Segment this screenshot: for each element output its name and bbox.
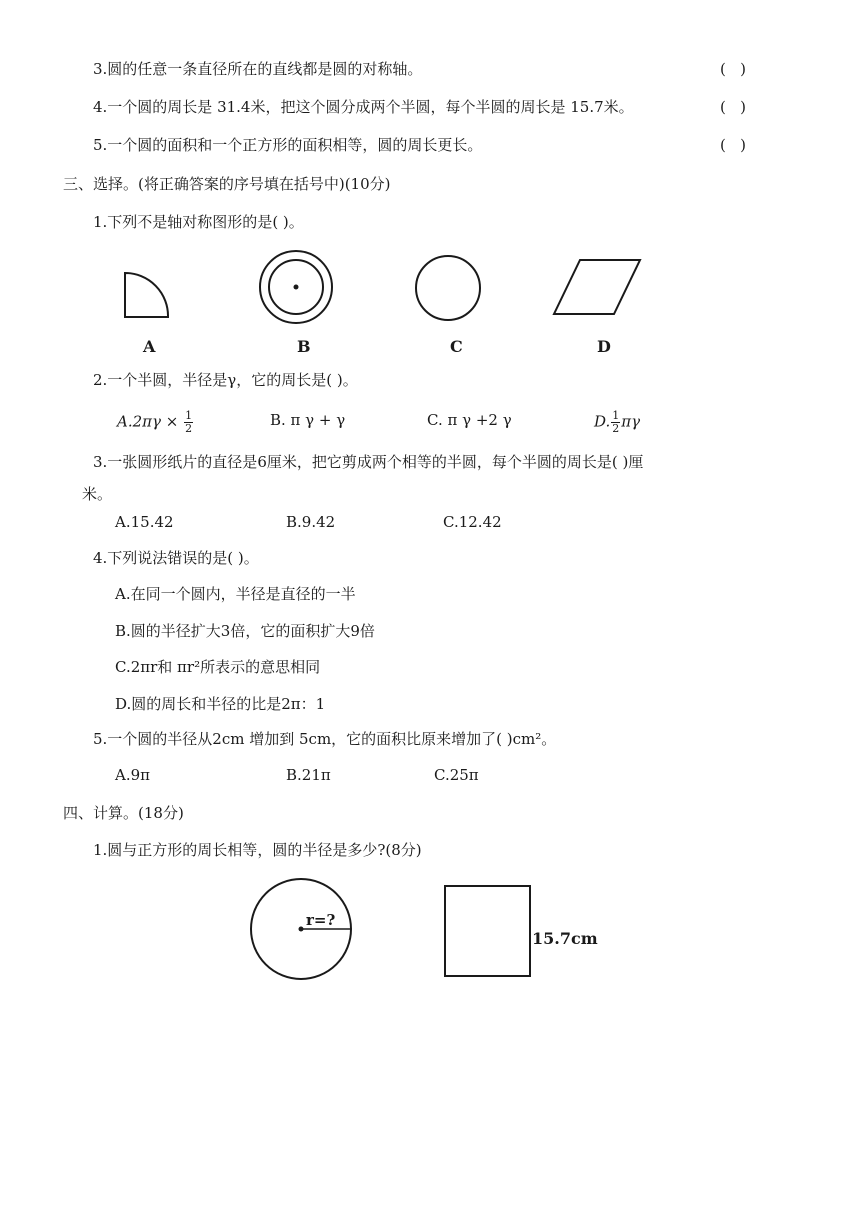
judgement-q5: 5.一个圆的面积和一个正方形的面积相等，圆的周长更长。 bbox=[93, 136, 483, 154]
choice-q1-figures bbox=[0, 240, 860, 360]
choice-q4-text: 4.下列说法错误的是( )。 bbox=[93, 549, 259, 567]
choice-q4-option-b: B.圆的半径扩大3倍，它的面积扩大9倍 bbox=[115, 622, 375, 640]
figure-label-b: B bbox=[297, 337, 311, 356]
choice-q1-text: 1.下列不是轴对称图形的是( )。 bbox=[93, 213, 304, 231]
choice-q4-option-d: D.圆的周长和半径的比是2π：1 bbox=[115, 695, 326, 713]
judgement-q4: 4.一个圆的周长是 31.4米，把这个圆分成两个半圆，每个半圆的周长是 15.7米。 bbox=[93, 98, 634, 116]
choice-q3-option-b: B.9.42 bbox=[286, 513, 336, 531]
figure-label-c: C bbox=[450, 337, 463, 356]
calc-q1-text: 1.圆与正方形的周长相等，圆的半径是多少?(8分) bbox=[93, 841, 422, 859]
choice-q5-text: 5.一个圆的半径从2cm 增加到 5cm，它的面积比原来增加了( )cm²。 bbox=[93, 730, 557, 748]
section3-heading: 三、选择。(将正确答案的序号填在括号中)(10分) bbox=[63, 175, 391, 193]
figure-label-d: D bbox=[597, 337, 611, 356]
choice-q2-option-c: C. π γ +2 γ bbox=[427, 411, 512, 429]
choice-q2-option-b: B. π γ + γ bbox=[270, 411, 346, 429]
answer-paren[interactable]: ( ) bbox=[720, 98, 747, 116]
choice-q2-option-a: A.2πγ × $\frac{1}{2}$ bbox=[117, 409, 193, 435]
choice-q3-text-line1: 3.一张圆形纸片的直径是6厘米，把它剪成两个相等的半圆，每个半圆的周长是( )厘 bbox=[93, 453, 644, 471]
quarter-circle-shape bbox=[125, 273, 168, 317]
square-side-label: 15.7cm bbox=[532, 929, 598, 948]
choice-q5-option-a: A.9π bbox=[115, 766, 151, 784]
judgement-q3: 3.圆的任意一条直径所在的直线都是圆的对称轴。 bbox=[93, 60, 423, 78]
choice-q5-option-c: C.25π bbox=[434, 766, 479, 784]
center-dot bbox=[294, 285, 299, 290]
choice-q3-option-c: C.12.42 bbox=[443, 513, 502, 531]
choice-q3-text-line2: 米。 bbox=[82, 485, 113, 503]
section4-heading: 四、计算。(18分) bbox=[63, 804, 184, 822]
parallelogram-shape bbox=[554, 260, 640, 314]
circle-shape bbox=[416, 256, 480, 320]
choice-q4-option-a: A.在同一个圆内，半径是直径的一半 bbox=[115, 585, 356, 603]
answer-paren[interactable]: ( ) bbox=[720, 60, 747, 78]
choice-q4-option-c: C.2πr和 πr²所表示的意思相同 bbox=[115, 658, 321, 676]
fraction: $\frac{1}{2}$ bbox=[612, 409, 620, 435]
figure-label-a: A bbox=[143, 337, 156, 356]
choice-q2-text: 2.一个半圆，半径是γ，它的周长是( )。 bbox=[93, 371, 358, 389]
choice-q2-option-d: D. $\frac{1}{2}$ πγ bbox=[594, 409, 641, 435]
calc-q1-figures bbox=[0, 870, 860, 990]
choice-q3-option-a: A.15.42 bbox=[115, 513, 174, 531]
fraction: $\frac{1}{2}$ bbox=[185, 409, 193, 435]
square-shape bbox=[445, 886, 530, 976]
radius-label: r=? bbox=[306, 911, 336, 929]
choice-q5-option-b: B.21π bbox=[286, 766, 331, 784]
answer-paren[interactable]: ( ) bbox=[720, 136, 747, 154]
